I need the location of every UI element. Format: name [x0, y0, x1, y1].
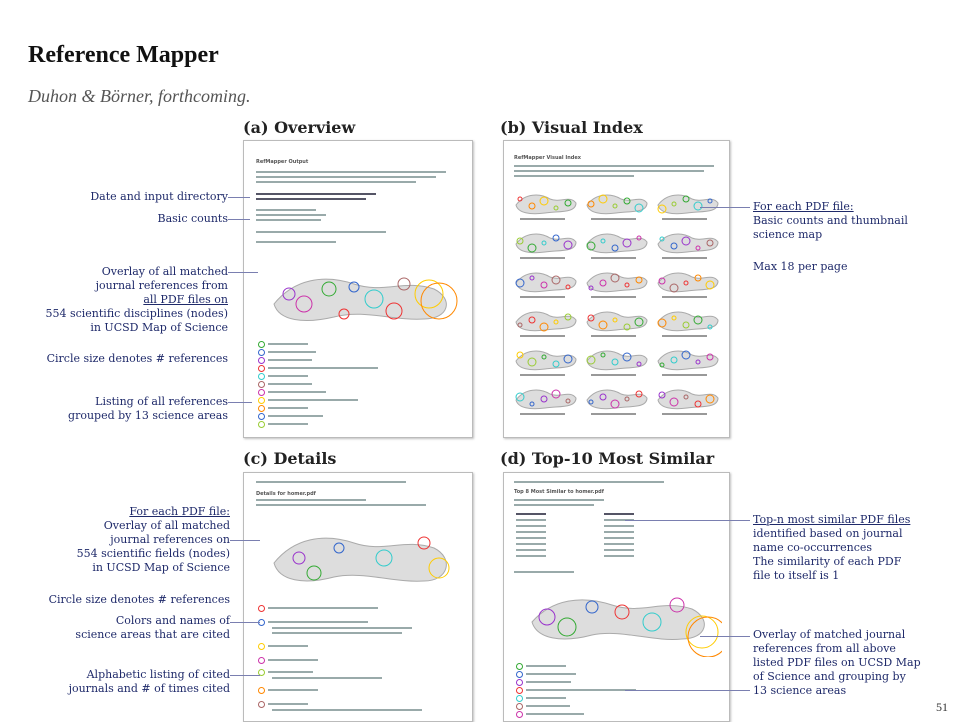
note-overlay-c-4: 554 scientific fields (nodes) [76, 547, 230, 560]
note-topn-d-2: identified based on journal [753, 527, 903, 540]
note-colors-c-1: Colors and names of [115, 614, 230, 627]
panel-b-heading: (b) Visual Index [500, 118, 643, 137]
note-overlay-c-3: journal references on [110, 533, 230, 546]
note-basic-counts: Basic counts [157, 212, 228, 225]
thumbnail-caption [591, 218, 636, 220]
doc-details-heading: Details for homer.pdf [256, 491, 316, 497]
thumbnail-map [587, 390, 647, 409]
note-overlay-a-4: 554 scientific disciplines (nodes) [45, 307, 228, 320]
note-topn-d-3: name co-occurrences [753, 541, 873, 554]
thumbnail-map [658, 390, 718, 409]
thumbnail-caption [520, 374, 565, 376]
doc-top10-heading: Top 8 Most Similar to homer.pdf [514, 489, 604, 495]
panel-d-heading: (d) Top-10 Most Similar [500, 449, 715, 468]
note-circle-size-c: Circle size denotes # references [48, 593, 230, 606]
thumbnail-grid [510, 185, 724, 421]
thumbnail-caption [662, 257, 707, 259]
thumbnail-caption [591, 296, 636, 298]
note-listing [10, 395, 228, 423]
thumbnail-caption [520, 218, 565, 220]
page-number: 51 [936, 700, 948, 714]
thumbnail-map [516, 351, 576, 370]
thumbnail-caption [591, 374, 636, 376]
note-overlay-d-4: of Science and grouping by [753, 670, 906, 683]
note-topn-d-5: file to itself is 1 [753, 569, 840, 582]
note-for-each-b-2: Basic counts and thumbnail [753, 214, 908, 227]
thumbnail-caption [591, 257, 636, 259]
note-topn-d-4: The similarity of each PDF [753, 555, 902, 568]
thumbnail-caption [662, 374, 707, 376]
thumbnail-map [516, 312, 576, 331]
thumbnail-caption [662, 218, 707, 220]
doc-details [243, 472, 473, 722]
note-overlay-a-2: journal references from [95, 279, 228, 292]
thumbnail-caption [520, 413, 565, 415]
note-topn-d [753, 513, 953, 583]
page-title: Reference Mapper [28, 42, 219, 68]
note-overlay-c-5: in UCSD Map of Science [92, 561, 230, 574]
note-alpha-c [10, 668, 230, 696]
doc-overview [243, 140, 473, 438]
panel-a-heading: (a) Overview [243, 118, 356, 137]
note-overlay-c [10, 505, 230, 575]
page-subtitle: Duhon & Börner, forthcoming. [28, 86, 251, 106]
thumbnail-caption [520, 335, 565, 337]
note-overlay-a-3: all PDF files on [143, 293, 228, 306]
note-colors-c [10, 614, 230, 642]
note-max-b: Max 18 per page [753, 260, 848, 273]
thumbnail-map [658, 312, 718, 331]
thumbnail-caption [520, 296, 565, 298]
note-overlay-c-2: Overlay of all matched [103, 519, 230, 532]
note-overlay-a [10, 265, 228, 335]
note-topn-d-1: Top-n most similar PDF files [753, 513, 911, 526]
note-overlay-d-5: 13 science areas [753, 684, 847, 697]
note-circle-size-a: Circle size denotes # references [46, 352, 228, 365]
panel-c-heading: (c) Details [243, 449, 337, 468]
doc-visual-index-heading: RefMapper Visual Index [514, 155, 581, 161]
note-overlay-d-1: Overlay of matched journal [753, 628, 906, 641]
note-for-each-b [753, 200, 953, 242]
thumbnail-caption [662, 413, 707, 415]
doc-visual-index [503, 140, 730, 438]
note-overlay-a-5: in UCSD Map of Science [90, 321, 228, 334]
thumbnail-map [658, 195, 718, 214]
note-alpha-c-2: journals and # of times cited [68, 682, 230, 695]
note-overlay-d-2: references from all above [753, 642, 896, 655]
thumbnail-caption [520, 257, 565, 259]
science-map-details [254, 513, 464, 598]
note-for-each-b-1: For each PDF file: [753, 200, 854, 213]
note-listing-2: grouped by 13 science areas [68, 409, 228, 422]
doc-top10 [503, 472, 730, 722]
note-overlay-d-3: listed PDF files on UCSD Map [753, 656, 921, 669]
thumbnail-map [658, 234, 718, 253]
note-colors-c-2: science areas that are cited [75, 628, 230, 641]
thumbnail-caption [591, 335, 636, 337]
note-date-dir: Date and input directory [90, 190, 228, 203]
note-for-each-b-3: science map [753, 228, 823, 241]
note-overlay-d [753, 628, 953, 698]
doc-overview-heading: RefMapper Output [256, 159, 309, 165]
note-alpha-c-1: Alphabetic listing of cited [86, 668, 230, 681]
science-map-top10 [512, 577, 722, 657]
thumbnail-caption [662, 335, 707, 337]
note-overlay-c-1: For each PDF file: [129, 505, 230, 518]
note-overlay-a-1: Overlay of all matched [101, 265, 228, 278]
science-map-overview [254, 249, 464, 334]
thumbnail-caption [591, 413, 636, 415]
note-listing-1: Listing of all references [95, 395, 228, 408]
thumbnail-caption [662, 296, 707, 298]
